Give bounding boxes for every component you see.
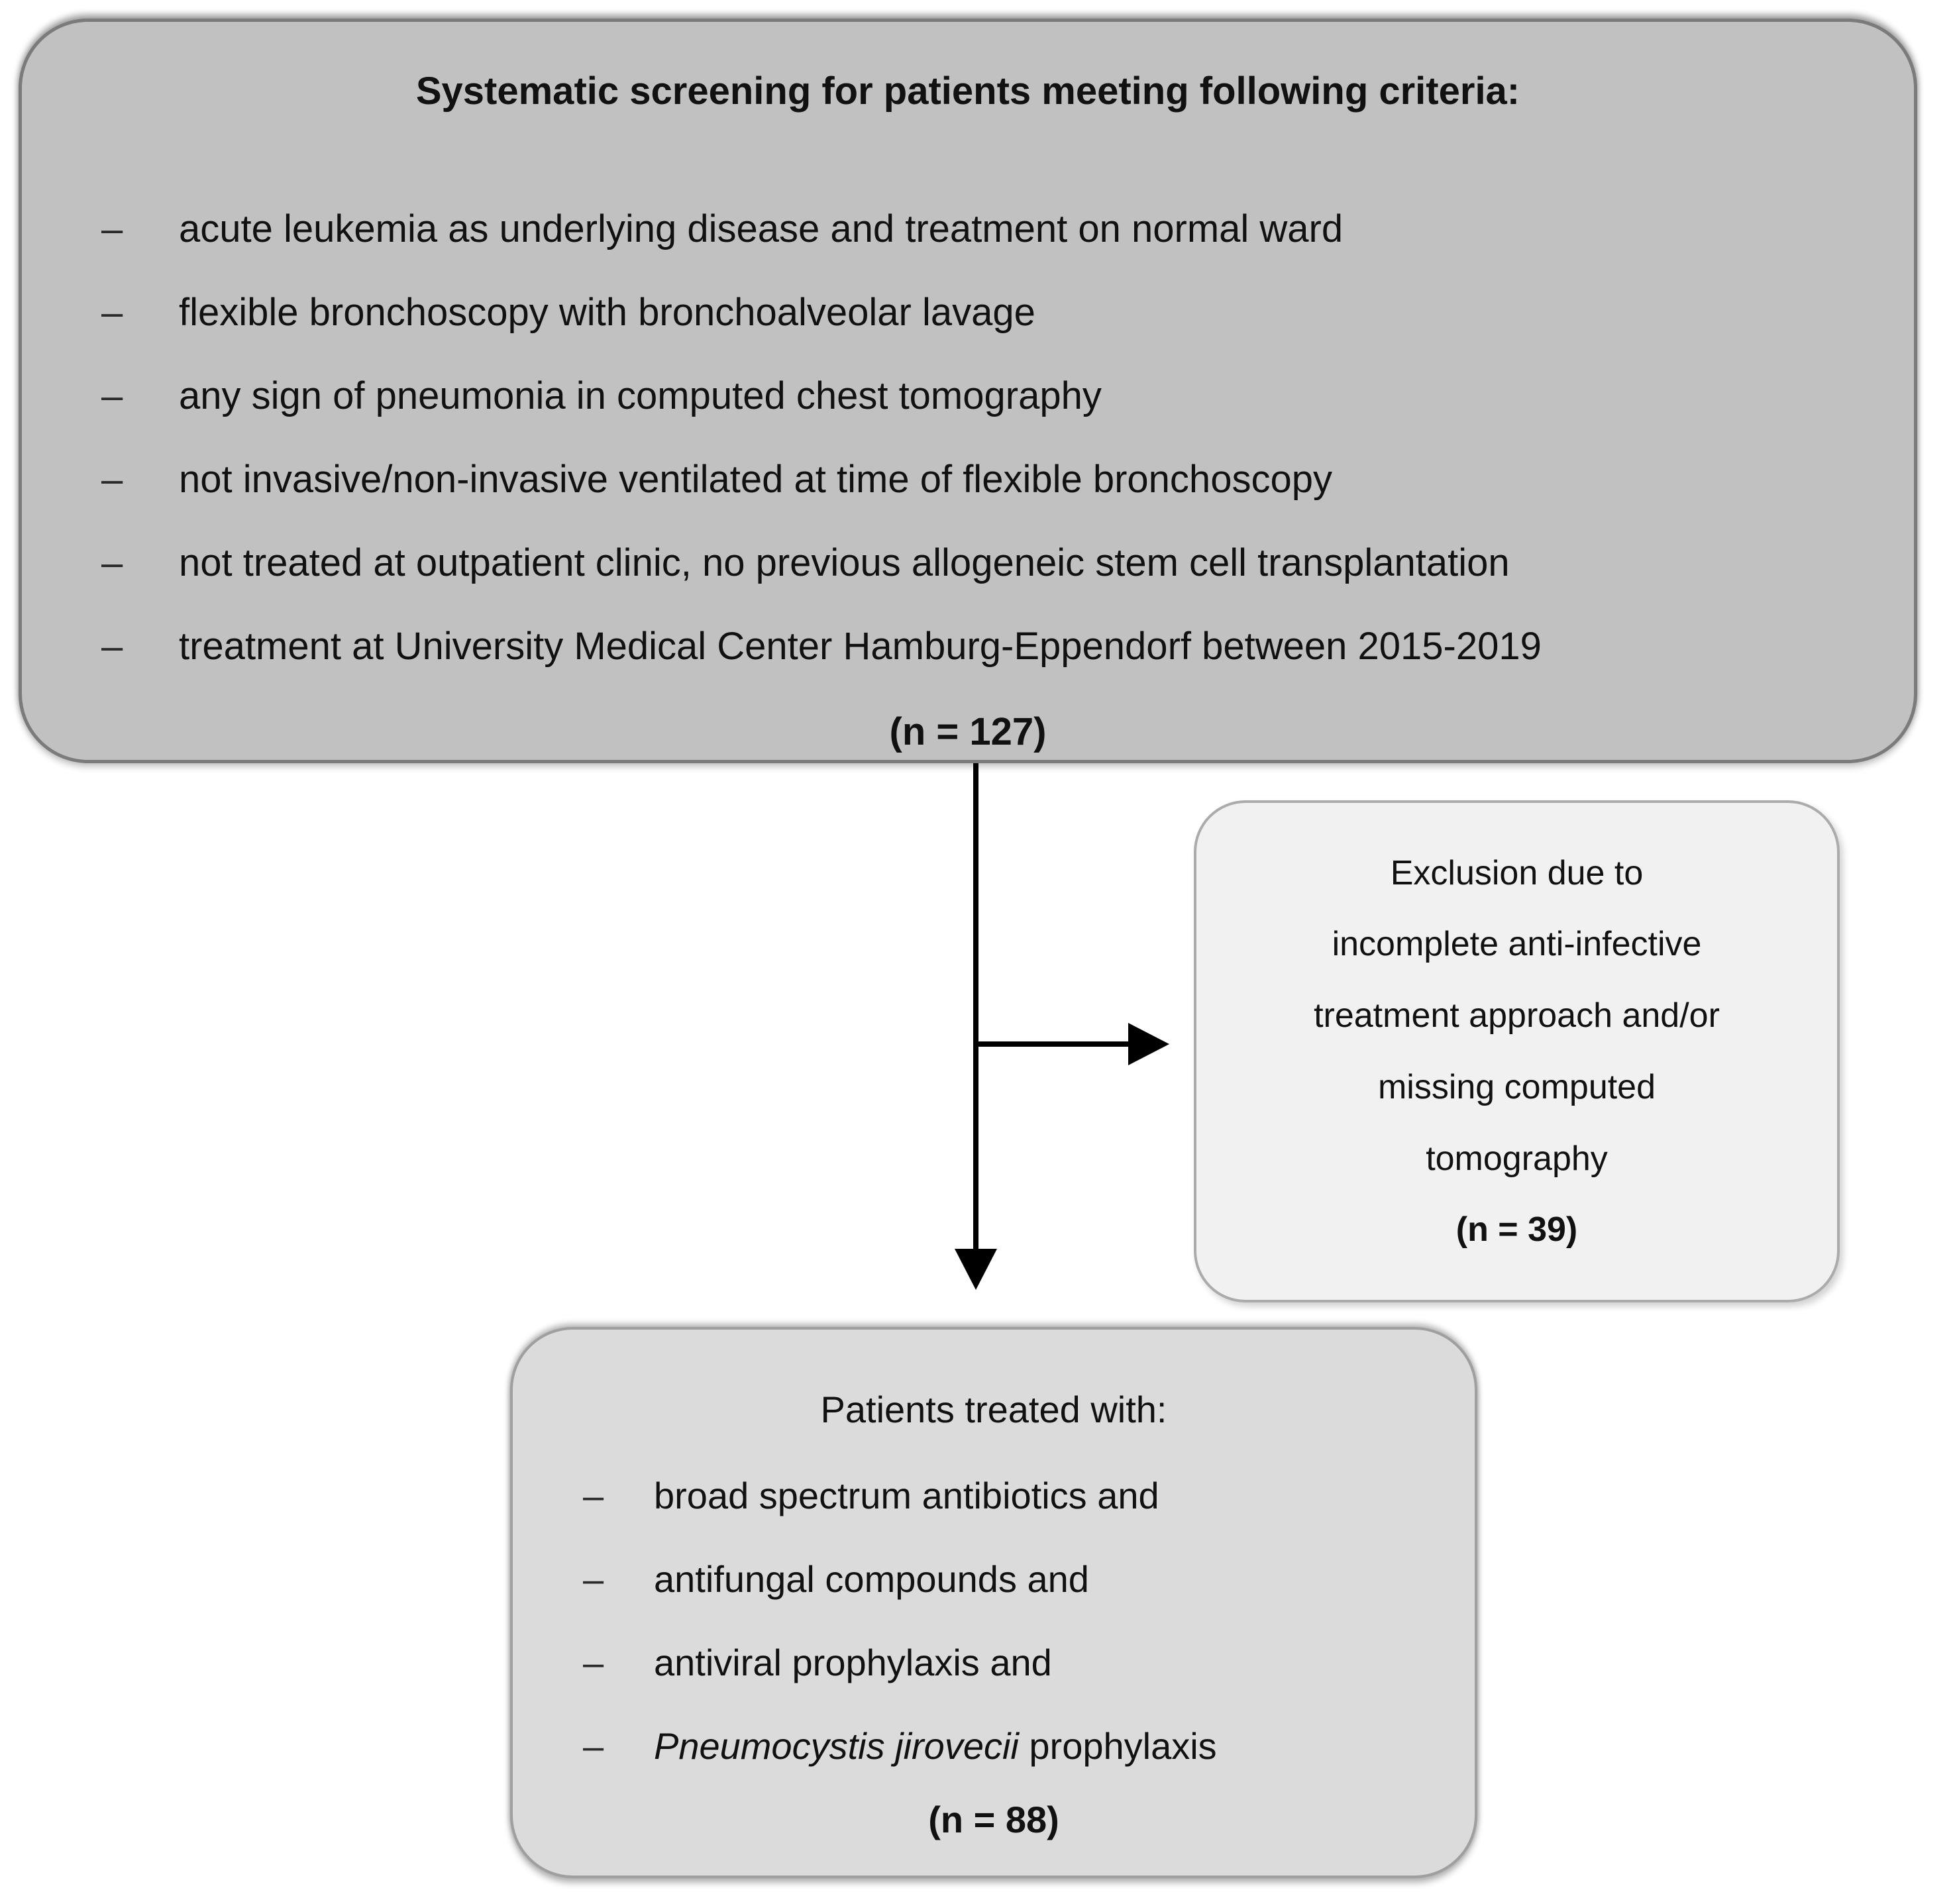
treatment-item-text: broad spectrum antibiotics and (654, 1474, 1159, 1516)
dash-bullet-icon: – (101, 374, 123, 417)
excluded-count-label: (n = 39) (1455, 1210, 1578, 1249)
treatment-item (583, 1537, 1448, 1620)
criteria-item-text: treatment at University Medical Center Hamburg-Eppendorf between 2015-2019 (179, 624, 1542, 668)
treated-patients-box (510, 1327, 1477, 1878)
dash-bullet-icon: – (101, 541, 123, 584)
dash-bullet-icon: – (583, 1558, 604, 1600)
dash-bullet-icon: – (583, 1474, 604, 1516)
criteria-item-text: any sign of pneumonia in computed chest tomography (179, 374, 1102, 417)
exclusion-text-line: missing computed (1377, 1067, 1656, 1106)
dash-bullet-icon: – (101, 624, 123, 668)
treatment-item (583, 1704, 1448, 1787)
treatment-list (583, 1454, 1448, 1787)
criteria-item (101, 437, 1874, 521)
exclusion-text-line: treatment approach and/or (1314, 996, 1720, 1035)
treatment-item (583, 1454, 1448, 1537)
criteria-item-text: acute leukemia as underlying disease and treatment on normal ward (179, 207, 1344, 250)
criteria-item (101, 354, 1874, 437)
criteria-item-text: flexible bronchoscopy with bronchoalveolar lavage (179, 290, 1035, 334)
flow-arrow-right (976, 1041, 1133, 1047)
criteria-item (101, 270, 1874, 354)
exclusion-text-line: tomography (1426, 1139, 1608, 1178)
criteria-item-text: not treated at outpatient clinic, no previous allogeneic stem cell transplantation (179, 541, 1510, 584)
criteria-item (101, 521, 1874, 604)
screening-criteria-list (101, 187, 1874, 688)
flow-arrow-down (973, 763, 978, 1252)
treatment-item (583, 1620, 1448, 1704)
arrowhead-right-icon (1128, 1023, 1169, 1065)
treatment-item-text: antifungal compounds and (654, 1558, 1089, 1600)
treatment-item-text (654, 1724, 1217, 1768)
treatment-item-text: antiviral prophylaxis and (654, 1641, 1052, 1683)
pathogen-name-italic: Pneumocystis jirovecii (654, 1724, 1019, 1767)
exclusion-text-line: Exclusion due to (1390, 853, 1644, 892)
dash-bullet-icon: – (583, 1641, 604, 1683)
treated-count-label: (n = 88) (928, 1799, 1059, 1840)
dash-bullet-icon: – (101, 290, 123, 334)
treated-patients-title: Patients treated with: (820, 1389, 1167, 1430)
dash-bullet-icon: – (101, 207, 123, 250)
exclusion-box (1194, 800, 1840, 1302)
exclusion-text-line: incomplete anti-infective (1332, 925, 1702, 964)
criteria-item (101, 187, 1874, 270)
arrowhead-down-icon (955, 1249, 997, 1290)
dash-bullet-icon: – (583, 1724, 604, 1767)
criteria-item (101, 604, 1874, 688)
dash-bullet-icon: – (101, 457, 123, 501)
screening-criteria-title: Systematic screening for patients meeting following criteria: (415, 70, 1520, 113)
treatment-item-text-rest: prophylaxis (1018, 1724, 1217, 1767)
screening-criteria-box (19, 19, 1917, 763)
screened-count-label: (n = 127) (889, 710, 1047, 753)
criteria-item-text: not invasive/non-invasive ventilated at time of flexible bronchoscopy (179, 457, 1332, 501)
